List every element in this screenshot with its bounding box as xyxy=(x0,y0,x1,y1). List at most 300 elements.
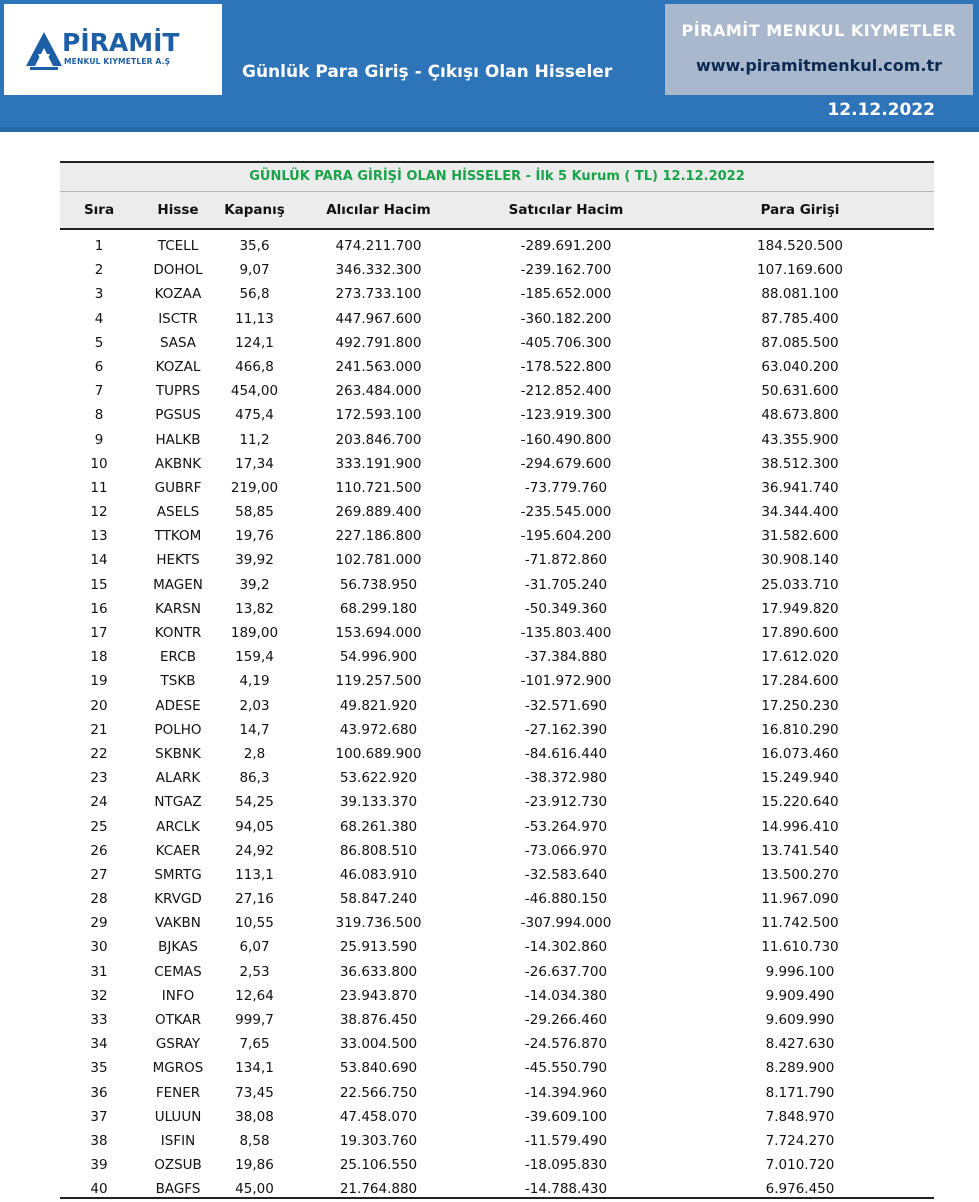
seller-volume-cell: -84.616.440 xyxy=(524,745,608,762)
buyer-volume-cell: 273.733.100 xyxy=(335,286,422,303)
money-inflow-cell: 7.848.970 xyxy=(765,1108,835,1125)
money-inflow-cell: 11.967.090 xyxy=(761,891,839,908)
buyer-volume-cell: 53.622.920 xyxy=(339,770,418,787)
table-row xyxy=(60,452,934,476)
close-cell: 11,2 xyxy=(239,431,270,448)
stock-cell: SKBNK xyxy=(155,745,201,762)
buyer-volume-cell: 203.846.700 xyxy=(335,431,422,448)
seller-volume-cell: -212.852.400 xyxy=(520,383,612,400)
buyer-volume-cell: 474.211.700 xyxy=(335,238,422,254)
seller-volume-cell: -235.545.000 xyxy=(520,504,612,521)
money-inflow-cell: 17.949.820 xyxy=(761,600,839,617)
close-cell: 2,03 xyxy=(239,697,270,714)
table-row xyxy=(60,1032,934,1056)
buyer-volume-cell: 68.261.380 xyxy=(339,818,418,835)
seller-volume-cell: -53.264.970 xyxy=(524,818,608,835)
close-cell: 9,07 xyxy=(239,262,270,279)
logo xyxy=(4,4,222,95)
close-cell: 124,1 xyxy=(235,334,274,351)
money-inflow-cell: 50.631.600 xyxy=(761,383,839,400)
money-inflow-cell: 16.810.290 xyxy=(761,721,839,738)
rank-cell: 11 xyxy=(90,479,108,496)
seller-volume-cell: -37.384.880 xyxy=(524,649,608,666)
column-header-money-inflow: Para Girişi xyxy=(760,202,840,218)
seller-volume-cell: -360.182.200 xyxy=(520,310,612,327)
money-inflow-cell: 87.785.400 xyxy=(761,310,839,327)
rank-cell: 40 xyxy=(90,1181,108,1198)
money-inflow-table xyxy=(60,161,934,1202)
stock-cell: TSKB xyxy=(160,673,196,690)
seller-volume-cell: -195.604.200 xyxy=(520,528,612,545)
money-inflow-cell: 8.289.900 xyxy=(765,1060,835,1077)
seller-volume-cell: -178.522.800 xyxy=(520,358,612,375)
logo-name: PİRAMİT xyxy=(62,28,180,57)
money-inflow-cell: 87.085.500 xyxy=(761,334,839,351)
table-row xyxy=(60,331,934,355)
rank-cell: 27 xyxy=(90,866,108,883)
close-cell: 35,6 xyxy=(239,238,270,254)
close-cell: 11,13 xyxy=(235,310,274,327)
company-name: PİRAMİT MENKUL KIYMETLER xyxy=(681,21,957,40)
stock-cell: ARCLK xyxy=(156,818,200,835)
table-row xyxy=(60,282,934,306)
seller-volume-cell: -50.349.360 xyxy=(524,600,608,617)
buyer-volume-cell: 36.633.800 xyxy=(339,963,418,980)
stock-cell: KARSN xyxy=(155,600,201,617)
buyer-volume-cell: 153.694.000 xyxy=(335,625,422,641)
rank-cell: 28 xyxy=(90,891,108,908)
money-inflow-cell: 9.996.100 xyxy=(765,963,835,980)
table-body xyxy=(60,230,934,1202)
close-cell: 475,4 xyxy=(235,407,274,424)
seller-volume-cell: -18.095.830 xyxy=(524,1157,608,1174)
seller-volume-cell: -14.394.960 xyxy=(524,1084,608,1101)
table-row xyxy=(60,258,934,282)
seller-volume-cell: -135.803.400 xyxy=(520,625,612,641)
table-bottom-border xyxy=(60,1197,934,1199)
buyer-volume-cell: 172.593.100 xyxy=(335,407,422,424)
close-cell: 27,16 xyxy=(235,891,274,908)
close-cell: 999,7 xyxy=(235,1012,274,1028)
table-row xyxy=(60,597,934,621)
column-header-close: Kapanış xyxy=(224,202,285,218)
money-inflow-cell: 30.908.140 xyxy=(761,552,839,569)
close-cell: 2,8 xyxy=(243,745,266,762)
seller-volume-cell: -123.919.300 xyxy=(520,407,612,424)
rank-cell: 36 xyxy=(90,1084,108,1101)
buyer-volume-cell: 47.458.070 xyxy=(339,1108,418,1125)
close-cell: 94,05 xyxy=(235,818,274,835)
seller-volume-cell: -14.302.860 xyxy=(524,939,608,956)
close-cell: 159,4 xyxy=(235,649,274,666)
stock-cell: KCAER xyxy=(155,842,201,859)
seller-volume-cell: -160.490.800 xyxy=(520,431,612,448)
stock-cell: ULUUN xyxy=(154,1108,202,1125)
seller-volume-cell: -24.576.870 xyxy=(524,1036,608,1053)
stock-cell: HALKB xyxy=(155,431,201,448)
money-inflow-cell: 38.512.300 xyxy=(761,455,839,472)
buyer-volume-cell: 86.808.510 xyxy=(339,842,418,859)
money-inflow-cell: 88.081.100 xyxy=(761,286,839,303)
money-inflow-cell: 17.284.600 xyxy=(761,673,839,690)
rank-cell: 24 xyxy=(90,794,108,811)
seller-volume-cell: -294.679.600 xyxy=(520,455,612,472)
close-cell: 6,07 xyxy=(239,939,270,956)
buyer-volume-cell: 110.721.500 xyxy=(335,479,422,496)
table-row xyxy=(60,887,934,911)
close-cell: 86,3 xyxy=(239,770,270,787)
buyer-volume-cell: 58.847.240 xyxy=(339,891,418,908)
stock-cell: BJKAS xyxy=(158,939,198,956)
stock-cell: GSRAY xyxy=(155,1036,201,1053)
money-inflow-cell: 17.612.020 xyxy=(761,649,839,666)
page-header xyxy=(0,0,979,132)
close-cell: 58,85 xyxy=(235,504,274,521)
seller-volume-cell: -23.912.730 xyxy=(524,794,608,811)
seller-volume-cell: -26.637.700 xyxy=(524,963,608,980)
column-header-buyer-volume: Alıcılar Hacim xyxy=(326,202,431,218)
table-row xyxy=(60,621,934,645)
table-row xyxy=(60,355,934,379)
money-inflow-cell: 107.169.600 xyxy=(757,262,843,279)
table-row xyxy=(60,1129,934,1153)
stock-cell: HEKTS xyxy=(156,552,200,569)
money-inflow-cell: 34.344.400 xyxy=(761,504,839,521)
column-header-stock: Hisse xyxy=(157,202,199,218)
money-inflow-cell: 36.941.740 xyxy=(761,479,839,496)
table-row xyxy=(60,1008,934,1032)
company-box xyxy=(665,4,973,95)
seller-volume-cell: -32.571.690 xyxy=(524,697,608,714)
seller-volume-cell: -46.880.150 xyxy=(524,891,608,908)
stock-cell: BAGFS xyxy=(155,1181,201,1198)
table-row xyxy=(60,815,934,839)
money-inflow-cell: 43.355.900 xyxy=(761,431,839,448)
money-inflow-cell: 9.909.490 xyxy=(765,987,835,1004)
rank-cell: 20 xyxy=(90,697,108,714)
close-cell: 19,86 xyxy=(235,1157,274,1174)
stock-cell: KOZAA xyxy=(154,286,202,303)
stock-cell: TUPRS xyxy=(155,383,201,400)
stock-cell: PGSUS xyxy=(155,407,201,424)
rank-cell: 23 xyxy=(90,770,108,787)
stock-cell: DOHOL xyxy=(153,262,203,279)
rank-cell: 16 xyxy=(90,600,108,617)
close-cell: 189,00 xyxy=(230,625,279,641)
stock-cell: SMRTG xyxy=(154,866,202,883)
money-inflow-cell: 15.249.940 xyxy=(761,770,839,787)
close-cell: 134,1 xyxy=(235,1060,274,1077)
rank-cell: 12 xyxy=(90,504,108,521)
buyer-volume-cell: 269.889.400 xyxy=(335,504,422,521)
buyer-volume-cell: 43.972.680 xyxy=(339,721,418,738)
rank-cell: 37 xyxy=(90,1108,108,1125)
money-inflow-cell: 11.742.500 xyxy=(761,915,839,932)
seller-volume-cell: -45.550.790 xyxy=(524,1060,608,1077)
rank-cell: 9 xyxy=(94,431,104,448)
table-row xyxy=(60,718,934,742)
close-cell: 38,08 xyxy=(235,1108,274,1125)
close-cell: 4,19 xyxy=(239,673,270,690)
header-divider xyxy=(0,127,979,132)
table-row xyxy=(60,984,934,1008)
buyer-volume-cell: 346.332.300 xyxy=(335,262,422,279)
buyer-volume-cell: 263.484.000 xyxy=(335,383,422,400)
table-row xyxy=(60,911,934,935)
money-inflow-cell: 31.582.600 xyxy=(761,528,839,545)
rank-cell: 19 xyxy=(90,673,108,690)
table-row xyxy=(60,742,934,766)
buyer-volume-cell: 100.689.900 xyxy=(335,745,422,762)
table-header-row xyxy=(60,191,934,230)
seller-volume-cell: -31.705.240 xyxy=(524,576,608,593)
rank-cell: 14 xyxy=(90,552,108,569)
money-inflow-cell: 48.673.800 xyxy=(761,407,839,424)
stock-cell: ERCB xyxy=(160,649,196,666)
stock-cell: ISFIN xyxy=(160,1132,196,1149)
money-inflow-cell: 13.741.540 xyxy=(761,842,839,859)
stock-cell: TTKOM xyxy=(154,528,202,545)
rank-cell: 6 xyxy=(94,358,104,375)
stock-cell: ALARK xyxy=(155,770,201,787)
stock-cell: ISCTR xyxy=(158,310,198,327)
close-cell: 73,45 xyxy=(235,1084,274,1101)
report-title: Günlük Para Giriş - Çıkışı Olan Hisseler xyxy=(242,62,613,82)
close-cell: 10,55 xyxy=(235,915,274,932)
table-row xyxy=(60,573,934,597)
close-cell: 113,1 xyxy=(235,866,274,883)
table-row xyxy=(60,790,934,814)
money-inflow-cell: 9.609.990 xyxy=(765,1012,835,1028)
seller-volume-cell: -71.872.860 xyxy=(524,552,608,569)
rank-cell: 8 xyxy=(94,407,104,424)
stock-cell: MAGEN xyxy=(153,576,203,593)
close-cell: 7,65 xyxy=(239,1036,270,1053)
money-inflow-cell: 6.976.450 xyxy=(765,1181,835,1198)
rank-cell: 3 xyxy=(94,286,104,303)
seller-volume-cell: -29.266.460 xyxy=(524,1012,608,1028)
rank-cell: 22 xyxy=(90,745,108,762)
buyer-volume-cell: 492.791.800 xyxy=(335,334,422,351)
buyer-volume-cell: 23.943.870 xyxy=(339,987,418,1004)
buyer-volume-cell: 119.257.500 xyxy=(335,673,422,690)
table-row xyxy=(60,645,934,669)
close-cell: 56,8 xyxy=(239,286,270,303)
stock-cell: GUBRF xyxy=(154,479,202,496)
rank-cell: 30 xyxy=(90,939,108,956)
table-title: GÜNLÜK PARA GİRİŞİ OLAN HİSSELER - İlk 5 Kurum ( TL) 12.12.2022 xyxy=(60,161,934,191)
rank-cell: 5 xyxy=(94,334,104,351)
buyer-volume-cell: 227.186.800 xyxy=(335,528,422,545)
buyer-volume-cell: 102.781.000 xyxy=(335,552,422,569)
stock-cell: POLHO xyxy=(154,721,202,738)
money-inflow-cell: 184.520.500 xyxy=(757,238,843,254)
buyer-volume-cell: 68.299.180 xyxy=(339,600,418,617)
table-row xyxy=(60,694,934,718)
table-row xyxy=(60,863,934,887)
buyer-volume-cell: 53.840.690 xyxy=(339,1060,418,1077)
seller-volume-cell: -405.706.300 xyxy=(520,334,612,351)
buyer-volume-cell: 21.764.880 xyxy=(339,1181,418,1198)
rank-cell: 34 xyxy=(90,1036,108,1053)
rank-cell: 39 xyxy=(90,1157,108,1174)
buyer-volume-cell: 22.566.750 xyxy=(339,1084,418,1101)
close-cell: 219,00 xyxy=(230,479,279,496)
seller-volume-cell: -14.034.380 xyxy=(524,987,608,1004)
table-row xyxy=(60,1105,934,1129)
close-cell: 466,8 xyxy=(235,358,274,375)
seller-volume-cell: -38.372.980 xyxy=(524,770,608,787)
stock-cell: SASA xyxy=(159,334,197,351)
rank-cell: 33 xyxy=(90,1012,108,1028)
money-inflow-cell: 13.500.270 xyxy=(761,866,839,883)
seller-volume-cell: -27.162.390 xyxy=(524,721,608,738)
table-row xyxy=(60,524,934,548)
stock-cell: KRVGD xyxy=(154,891,202,908)
stock-cell: INFO xyxy=(161,987,195,1004)
table-row xyxy=(60,935,934,959)
report-date: 12.12.2022 xyxy=(827,100,935,120)
table-row xyxy=(60,960,934,984)
stock-cell: KONTR xyxy=(154,625,202,641)
seller-volume-cell: -239.162.700 xyxy=(520,262,612,279)
stock-cell: ASELS xyxy=(156,504,200,521)
close-cell: 19,76 xyxy=(235,528,274,545)
buyer-volume-cell: 49.821.920 xyxy=(339,697,418,714)
buyer-volume-cell: 38.876.450 xyxy=(339,1012,418,1028)
stock-cell: TCELL xyxy=(157,238,199,254)
seller-volume-cell: -14.788.430 xyxy=(524,1181,608,1198)
rank-cell: 32 xyxy=(90,987,108,1004)
table-row xyxy=(60,307,934,331)
rank-cell: 21 xyxy=(90,721,108,738)
seller-volume-cell: -73.066.970 xyxy=(524,842,608,859)
rank-cell: 25 xyxy=(90,818,108,835)
company-website: www.piramitmenkul.com.tr xyxy=(695,56,943,75)
buyer-volume-cell: 447.967.600 xyxy=(335,310,422,327)
money-inflow-cell: 7.724.270 xyxy=(765,1132,835,1149)
money-inflow-cell: 8.427.630 xyxy=(765,1036,835,1053)
seller-volume-cell: -185.652.000 xyxy=(520,286,612,303)
table-row xyxy=(60,403,934,427)
stock-cell: ADESE xyxy=(155,697,201,714)
stock-cell: MGROS xyxy=(152,1060,204,1077)
close-cell: 14,7 xyxy=(239,721,270,738)
rank-cell: 31 xyxy=(90,963,108,980)
table-row xyxy=(60,766,934,790)
close-cell: 454,00 xyxy=(230,383,279,400)
seller-volume-cell: -73.779.760 xyxy=(524,479,608,496)
close-cell: 39,2 xyxy=(239,576,270,593)
stock-cell: AKBNK xyxy=(154,455,202,472)
rank-cell: 13 xyxy=(90,528,108,545)
close-cell: 24,92 xyxy=(235,842,274,859)
pyramid-logo-icon xyxy=(24,28,64,72)
buyer-volume-cell: 25.106.550 xyxy=(339,1157,418,1174)
seller-volume-cell: -11.579.490 xyxy=(524,1132,608,1149)
money-inflow-cell: 16.073.460 xyxy=(761,745,839,762)
buyer-volume-cell: 25.913.590 xyxy=(339,939,418,956)
buyer-volume-cell: 333.191.900 xyxy=(335,455,422,472)
stock-cell: OZSUB xyxy=(154,1157,202,1174)
close-cell: 8,58 xyxy=(239,1132,270,1149)
buyer-volume-cell: 56.738.950 xyxy=(339,576,418,593)
stock-cell: NTGAZ xyxy=(154,794,202,811)
stock-cell: KOZAL xyxy=(155,358,201,375)
close-cell: 12,64 xyxy=(235,987,274,1004)
logo-subtitle: MENKUL KIYMETLER A.Ş xyxy=(64,57,171,66)
table-row xyxy=(60,839,934,863)
close-cell: 17,34 xyxy=(235,455,274,472)
rank-cell: 7 xyxy=(94,383,104,400)
stock-cell: VAKBN xyxy=(155,915,201,932)
money-inflow-cell: 8.171.790 xyxy=(765,1084,835,1101)
buyer-volume-cell: 319.736.500 xyxy=(335,915,422,932)
money-inflow-cell: 11.610.730 xyxy=(761,939,839,956)
table-row xyxy=(60,234,934,258)
stock-cell: OTKAR xyxy=(154,1012,202,1028)
rank-cell: 29 xyxy=(90,915,108,932)
rank-cell: 35 xyxy=(90,1060,108,1077)
buyer-volume-cell: 241.563.000 xyxy=(335,358,422,375)
seller-volume-cell: -101.972.900 xyxy=(520,673,612,690)
rank-cell: 15 xyxy=(90,576,108,593)
close-cell: 13,82 xyxy=(235,600,274,617)
table-row xyxy=(60,1056,934,1080)
table-row xyxy=(60,379,934,403)
seller-volume-cell: -307.994.000 xyxy=(520,915,612,932)
buyer-volume-cell: 19.303.760 xyxy=(339,1132,418,1149)
table-row xyxy=(60,428,934,452)
seller-volume-cell: -39.609.100 xyxy=(524,1108,608,1125)
rank-cell: 38 xyxy=(90,1132,108,1149)
table-row xyxy=(60,476,934,500)
table-row xyxy=(60,548,934,572)
close-cell: 39,92 xyxy=(235,552,274,569)
seller-volume-cell: -32.583.640 xyxy=(524,866,608,883)
table-row xyxy=(60,1081,934,1105)
column-header-rank: Sıra xyxy=(83,202,115,218)
rank-cell: 10 xyxy=(90,455,108,472)
rank-cell: 4 xyxy=(94,310,104,327)
money-inflow-cell: 7.010.720 xyxy=(765,1157,835,1174)
money-inflow-cell: 25.033.710 xyxy=(761,576,839,593)
seller-volume-cell: -289.691.200 xyxy=(520,238,612,254)
column-header-seller-volume: Satıcılar Hacim xyxy=(508,202,624,218)
money-inflow-cell: 14.996.410 xyxy=(761,818,839,835)
money-inflow-cell: 17.890.600 xyxy=(761,625,839,641)
stock-cell: CEMAS xyxy=(154,963,202,980)
close-cell: 2,53 xyxy=(239,963,270,980)
money-inflow-cell: 15.220.640 xyxy=(761,794,839,811)
rank-cell: 17 xyxy=(90,625,108,641)
buyer-volume-cell: 33.004.500 xyxy=(339,1036,418,1053)
buyer-volume-cell: 39.133.370 xyxy=(339,794,418,811)
rank-cell: 1 xyxy=(94,238,104,254)
money-inflow-cell: 63.040.200 xyxy=(761,358,839,375)
table-row xyxy=(60,669,934,693)
close-cell: 54,25 xyxy=(235,794,274,811)
close-cell: 45,00 xyxy=(235,1181,274,1198)
rank-cell: 26 xyxy=(90,842,108,859)
table-row xyxy=(60,1153,934,1177)
stock-cell: FENER xyxy=(155,1084,201,1101)
rank-cell: 18 xyxy=(90,649,108,666)
buyer-volume-cell: 54.996.900 xyxy=(339,649,418,666)
table-row xyxy=(60,500,934,524)
rank-cell: 2 xyxy=(94,262,104,279)
buyer-volume-cell: 46.083.910 xyxy=(339,866,418,883)
